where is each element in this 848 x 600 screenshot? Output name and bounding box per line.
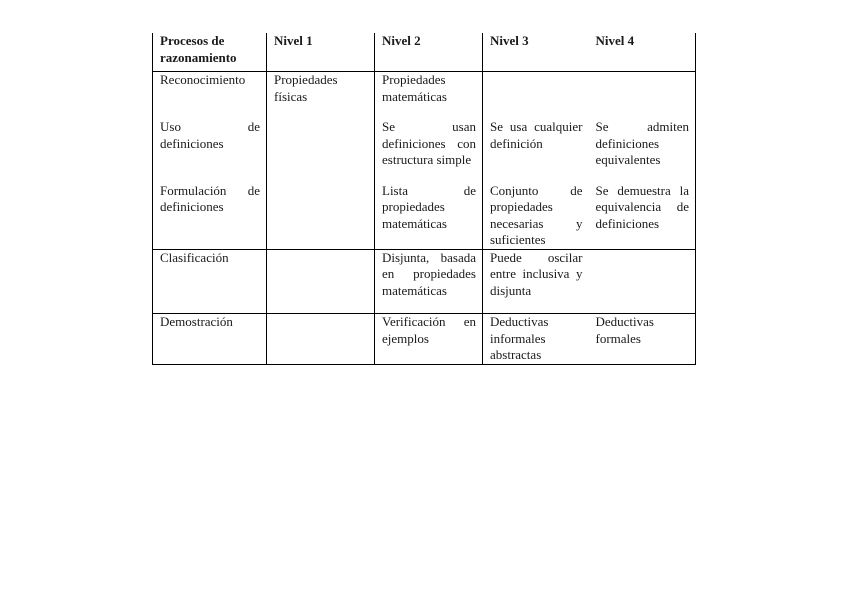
header-cell: Nivel 1 (267, 33, 375, 72)
table-cell: Reconocimiento (153, 72, 267, 120)
table-cell (267, 314, 375, 365)
table-cell: Deductivas informales abstractas (490, 314, 549, 362)
header-row (153, 33, 696, 72)
table-cell: Conjunto de propiedades necesarias y suficientes (483, 183, 589, 250)
table-cell: Lista de propiedades matemáticas (375, 183, 483, 250)
reasoning-levels-table (152, 33, 696, 365)
table-cell: Deductivas formales (595, 314, 654, 346)
table-row (153, 119, 696, 183)
table-row (153, 72, 696, 120)
table-cell (267, 119, 375, 183)
header-cell: Nivel 2 (375, 33, 483, 72)
header-cell: Procesos de razonamiento (153, 33, 267, 72)
table-cell: Disjunta, basada en propiedades matemáticas (375, 249, 483, 314)
table-cell: Puede oscilar entre inclusiva y disjunta (483, 249, 589, 314)
table-row (153, 249, 696, 314)
table-cell: Uso de definiciones (153, 119, 267, 183)
table-row (153, 183, 696, 250)
table-cell: Propiedades matemáticas (375, 72, 483, 120)
table-cell: Verificación en ejemplos (375, 314, 483, 365)
table-cell: Clasificación (153, 249, 267, 314)
table-cell (589, 72, 696, 120)
table-cell: Se demuestra la equivalencia de definiciones (589, 183, 696, 250)
table-row (153, 314, 696, 365)
table-cell: Demostración (153, 314, 267, 365)
table-cell: Formulación de definiciones (153, 183, 267, 250)
header-cell: Nivel 4 (589, 33, 696, 72)
header-cell: Nivel 3 (483, 33, 589, 72)
table-cell: Se admiten definiciones equivalentes (595, 119, 689, 167)
table-cell (267, 183, 375, 250)
table-cell (267, 249, 375, 314)
table-cell (483, 72, 589, 120)
table-cell: Propiedades físicas (267, 72, 375, 120)
table-cell: Se usa cualquier definición (490, 119, 583, 151)
table-cell (589, 249, 696, 314)
table-cell: Se usan definiciones con estructura simple (375, 119, 483, 183)
